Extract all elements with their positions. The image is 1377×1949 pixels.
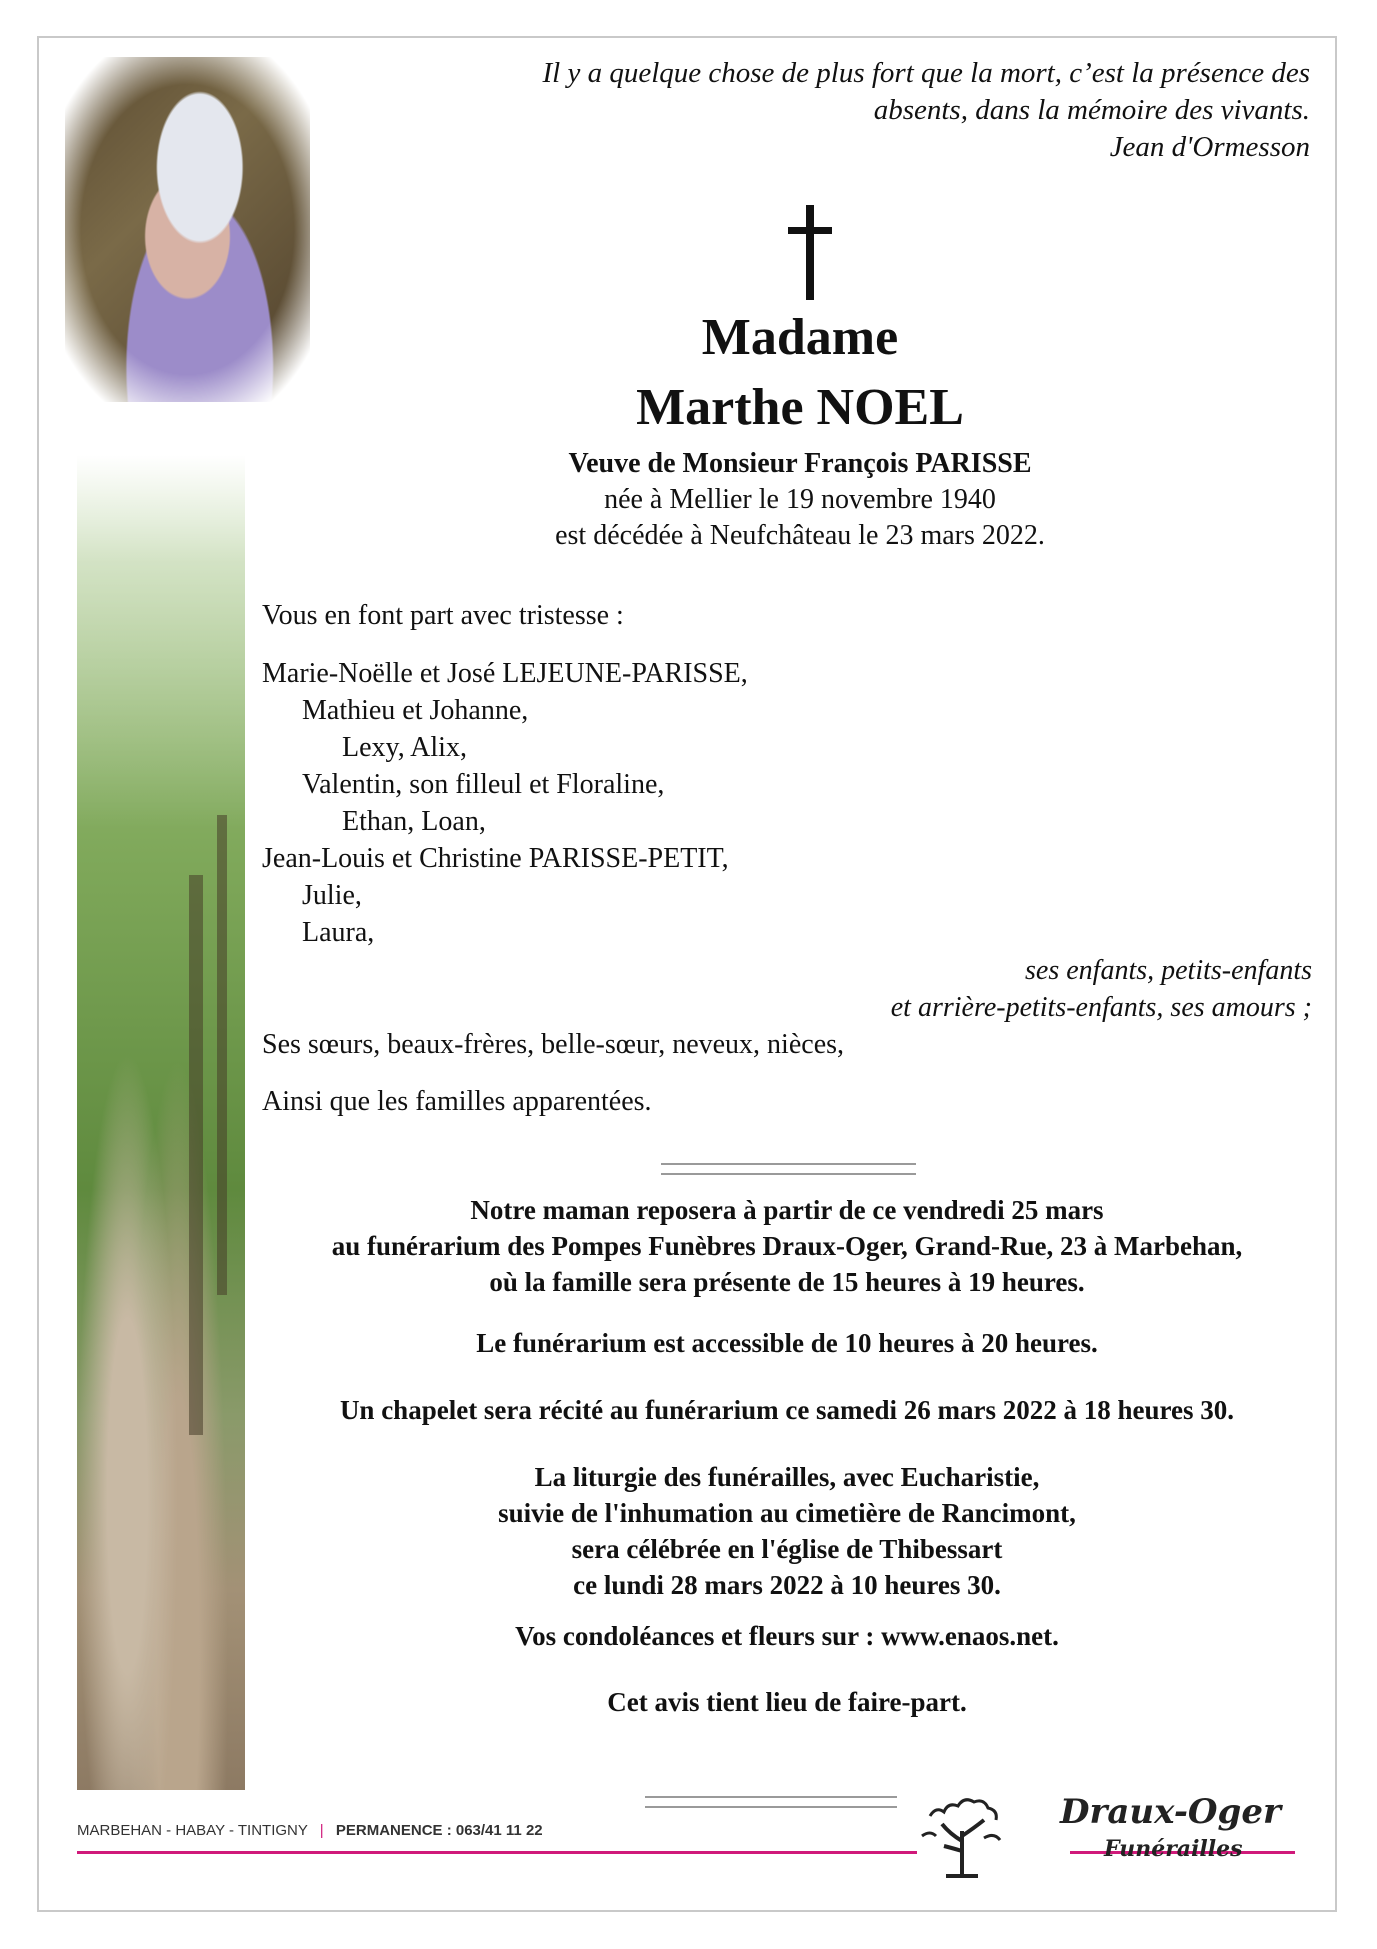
info-line: Notre maman reposera à partir de ce vendredi 25 mars xyxy=(470,1195,1104,1225)
family-member: Ethan, Loan, xyxy=(342,806,486,837)
funerarium-hours: Le funérarium est accessible de 10 heures à 20 heures. xyxy=(476,1328,1098,1358)
deceased-details xyxy=(450,446,1150,554)
info-line: où la famille sera présente de 15 heures à 19 heures. xyxy=(489,1267,1085,1297)
family-member: Jean-Louis et Christine PARISSE-PETIT, xyxy=(262,843,729,874)
deceased-name: Marthe NOEL xyxy=(636,379,964,436)
birth-info: née à Mellier le 19 novembre 1940 xyxy=(604,484,996,515)
death-info: est décédée à Neufchâteau le 23 mars 2022. xyxy=(555,520,1045,551)
family-member: Marie-Noëlle et José LEJEUNE-PARISSE, xyxy=(262,658,748,689)
family-siblings: Ses sœurs, beaux-frères, belle-sœur, neveux, nièces, xyxy=(262,1029,845,1060)
info-line: La liturgie des funérailles, avec Eucharistie, xyxy=(534,1462,1040,1492)
family-member: Mathieu et Johanne, xyxy=(302,695,529,726)
info-line: suivie de l'inhumation au cimetière de Rancimont, xyxy=(498,1498,1076,1528)
family-member: Laura, xyxy=(302,917,375,948)
family-member: Valentin, son filleul et Floraline, xyxy=(302,769,665,800)
info-line: ce lundi 28 mars 2022 à 10 heures 30. xyxy=(573,1570,1001,1600)
info-line: au funérarium des Pompes Funèbres Draux-Oger, Grand-Rue, 23 à Marbehan, xyxy=(331,1231,1243,1261)
footer-accent-line xyxy=(77,1851,917,1854)
funerarium-info xyxy=(262,1192,1312,1300)
notice-info: Cet avis tient lieu de faire-part. xyxy=(607,1687,967,1717)
epigraph-quote xyxy=(410,55,1310,166)
family-member: Lexy, Alix, xyxy=(342,732,467,763)
brand-name: Draux-Oger xyxy=(1060,1792,1281,1832)
portrait-photo xyxy=(65,57,310,402)
widow-of: Veuve de Monsieur François PARISSE xyxy=(568,448,1032,479)
brand-subtitle: Funérailles xyxy=(1104,1836,1243,1862)
quote-author: Jean d'Ormesson xyxy=(1109,131,1310,163)
tree-logo-icon xyxy=(912,1786,1012,1881)
family-member: Julie, xyxy=(302,880,362,911)
family-related: Ainsi que les familles apparentées. xyxy=(262,1086,652,1117)
family-role: et arrière-petits-enfants, ses amours ; xyxy=(890,992,1312,1023)
footer-contact xyxy=(77,1822,543,1839)
forest-path-image xyxy=(77,455,245,1790)
quote-line: absents, dans la mémoire des vivants. xyxy=(873,94,1310,126)
footer-divider xyxy=(645,1796,897,1808)
family-role: ses enfants, petits-enfants xyxy=(1025,955,1312,986)
liturgy-info xyxy=(262,1459,1312,1603)
deceased-title: Madame xyxy=(701,309,899,366)
footer-locations: MARBEHAN - HABAY - TINTIGNY xyxy=(77,1822,308,1839)
family-intro: Vous en font part avec tristesse : xyxy=(262,600,624,631)
footer-separator: | xyxy=(319,1822,324,1839)
info-line: sera célébrée en l'église de Thibessart xyxy=(571,1534,1003,1564)
rosary-info: Un chapelet sera récité au funérarium ce samedi 26 mars 2022 à 18 heures 30. xyxy=(339,1395,1235,1425)
quote-line: Il y a quelque chose de plus fort que la mort, c’est la présence des xyxy=(542,57,1310,89)
condolences-info: Vos condoléances et fleurs sur : www.enaos.net. xyxy=(515,1621,1059,1651)
cross-icon xyxy=(788,205,832,300)
section-divider xyxy=(661,1163,916,1175)
footer-permanence: PERMANENCE : 063/41 11 22 xyxy=(335,1822,543,1839)
